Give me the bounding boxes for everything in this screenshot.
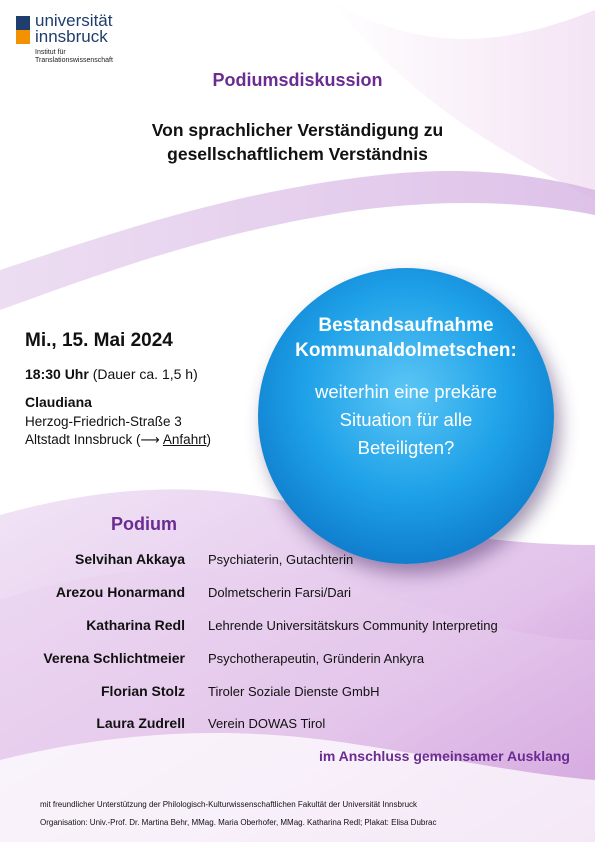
- panelist-role: Psychiaterin, Gutachterin: [208, 552, 354, 567]
- topic-heading-line2: Kommunaldolmetschen:: [295, 340, 517, 361]
- logo-name-line1: universität: [35, 11, 113, 30]
- title-line1: Von sprachlicher Verständigung zu: [151, 120, 444, 140]
- logo-mark-icon: [16, 16, 30, 44]
- event-date: Mi., 15. Mai 2024: [25, 330, 173, 351]
- panelist-name: Verena Schlichtmeier: [43, 650, 185, 666]
- logo-sub-line2: Translationswissenschaft: [35, 57, 113, 64]
- event-time: [25, 366, 198, 382]
- venue-city-close: ): [206, 432, 211, 447]
- topic-text-line2: Situation für alle: [339, 409, 473, 430]
- closing-note: im Anschluss gemeinsamer Ausklang: [318, 748, 570, 764]
- venue-city-text: Altstadt Innsbruck (⟶: [25, 432, 163, 447]
- directions-link[interactable]: Anfahrt: [162, 432, 207, 447]
- title-line2: gesellschaftlichem Verständnis: [167, 144, 428, 164]
- panelist-name: Florian Stolz: [101, 683, 185, 699]
- panelist-role: Lehrende Universitätskurs Community Interpreting: [208, 618, 498, 633]
- footer-organisation: Organisation: Univ.-Prof. Dr. Martina Behr, MMag. Maria Oberhofer, MMag. Katharina Redl; Plakat: Elisa Dubrac: [40, 818, 437, 827]
- panelist-role: Verein DOWAS Tirol: [208, 716, 326, 731]
- topic-text-line3: Beteiligten?: [357, 437, 455, 458]
- panelist-name: Katharina Redl: [86, 617, 185, 633]
- start-time: 18:30 Uhr: [25, 366, 89, 382]
- university-logo: [16, 12, 156, 72]
- topic-circle: [258, 268, 554, 564]
- panelist-role: Tiroler Soziale Dienste GmbH: [208, 684, 380, 699]
- footer-support: mit freundlicher Unterstützung der Philologisch-Kulturwissenschaftlichen Fakultät der Universität Innsbruck: [40, 800, 418, 809]
- venue-name: Claudiana: [25, 394, 92, 410]
- venue-city: [25, 432, 211, 448]
- topic-heading-line1: Bestandsaufnahme: [318, 315, 494, 336]
- panelist-role: Dolmetscherin Farsi/Dari: [208, 585, 352, 600]
- logo-sub-line1: Institut für: [35, 49, 66, 56]
- venue-street: Herzog-Friedrich-Straße 3: [25, 414, 182, 429]
- podium-heading: Podium: [111, 514, 177, 534]
- panelist-name: Laura Zudrell: [96, 715, 185, 731]
- panelist-role: Psychotherapeutin, Gründerin Ankyra: [208, 651, 425, 666]
- logo-name-line2: innsbruck: [35, 27, 108, 46]
- panelist-name: Selvihan Akkaya: [75, 551, 185, 567]
- panelist-name: Arezou Honarmand: [55, 584, 185, 600]
- event-type: Podiumsdiskussion: [212, 70, 383, 90]
- duration: (Dauer ca. 1,5 h): [88, 366, 198, 382]
- topic-text-line1: weiterhin eine prekäre: [314, 381, 498, 402]
